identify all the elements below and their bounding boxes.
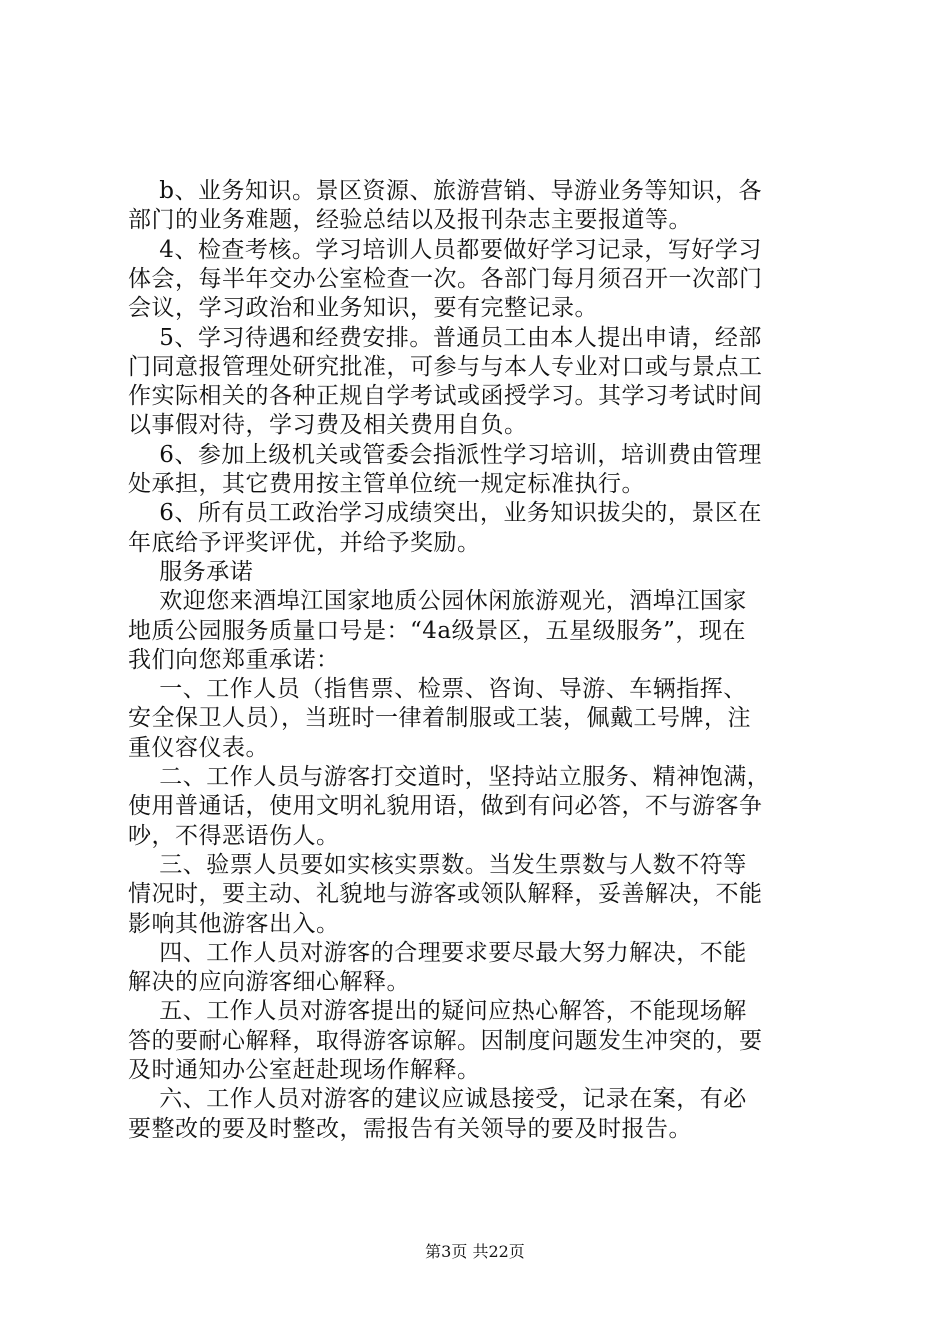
text-line: 处承担，其它费用按主管单位统一规定标准执行。	[128, 471, 645, 497]
text-line: 6、参加上级机关或管委会指派性学习培训，培训费由管理	[128, 441, 762, 468]
text-line: 地质公园服务质量口号是：“4a级景区，五星级服务”，现在	[128, 617, 746, 644]
text-line: 答的要耐心解释，取得游客谅解。因制度问题发生冲突的，要	[128, 1027, 763, 1054]
page-footer: 第3页 共22页	[425, 1242, 525, 1261]
text-line: 二、工作人员与游客打交道时，坚持站立服务、精神饱满，	[128, 764, 771, 790]
text-line: 体会，每半年交办公室检查一次。各部门每月须召开一次部门	[128, 265, 763, 292]
text-line: 6、所有员工政治学习成绩突出，业务知识拔尖的，景区在	[128, 500, 762, 527]
text-line: 年底给予评奖评优，并给予奖励。	[128, 529, 481, 556]
text-line: 吵，不得恶语伤人。	[128, 822, 340, 849]
text-line: 四、工作人员对游客的合理要求要尽最大努力解决，不能	[128, 939, 747, 966]
text-line: 及时通知办公室赶赴现场作解释。	[128, 1057, 481, 1083]
text-line: 六、工作人员对游客的建议应诚恳接受，记录在案，有必	[128, 1086, 747, 1113]
text-line: 服务承诺	[128, 558, 254, 585]
text-line: 重仪容仪表。	[128, 734, 269, 761]
text-line: 门同意报管理处研究批准，可参与与本人专业对口或与景点工	[128, 353, 763, 380]
text-line: 以事假对待，学习费及相关费用自负。	[128, 412, 528, 439]
text-line: 安全保卫人员），当班时一律着制服或工装，佩戴工号牌，注	[128, 705, 751, 732]
text-line: 4、检查考核。学习培训人员都要做好学习记录，写好学习	[128, 236, 762, 263]
text-line: 欢迎您来酒埠江国家地质公园休闲旅游观光，酒埠江国家	[128, 588, 747, 615]
text-line: 我们向您郑重承诺：	[128, 646, 340, 673]
text-line: 解决的应向游客细心解释。	[128, 969, 410, 996]
text-line: 情况时，要主动、礼貌地与游客或领队解释，妥善解决，不能	[128, 881, 763, 908]
text-line: 部门的业务难题，经验总结以及报刊杂志主要报道等。	[128, 207, 692, 234]
text-line: 三、验票人员要如实核实票数。当发生票数与人数不符等	[128, 851, 747, 878]
text-line: 5、学习待遇和经费安排。普通员工由本人提出申请，经部	[128, 324, 762, 351]
text-line: 要整改的要及时整改，需报告有关领导的要及时报告。	[128, 1115, 692, 1142]
text-line: 五、工作人员对游客提出的疑问应热心解答，不能现场解	[128, 998, 747, 1025]
text-line: 影响其他游客出入。	[128, 910, 340, 937]
text-line: b、业务知识。景区资源、旅游营销、导游业务等知识，各	[128, 178, 762, 204]
text-line: 使用普通话，使用文明礼貌用语，做到有问必答，不与游客争	[128, 793, 763, 820]
text-line: 一、工作人员（指售票、检票、咨询、导游、车辆指挥、	[128, 676, 747, 703]
text-line: 作实际相关的各种正规自学考试或函授学习。其学习考试时间	[128, 383, 763, 410]
text-line: 会议，学习政治和业务知识，要有完整记录。	[128, 295, 598, 322]
